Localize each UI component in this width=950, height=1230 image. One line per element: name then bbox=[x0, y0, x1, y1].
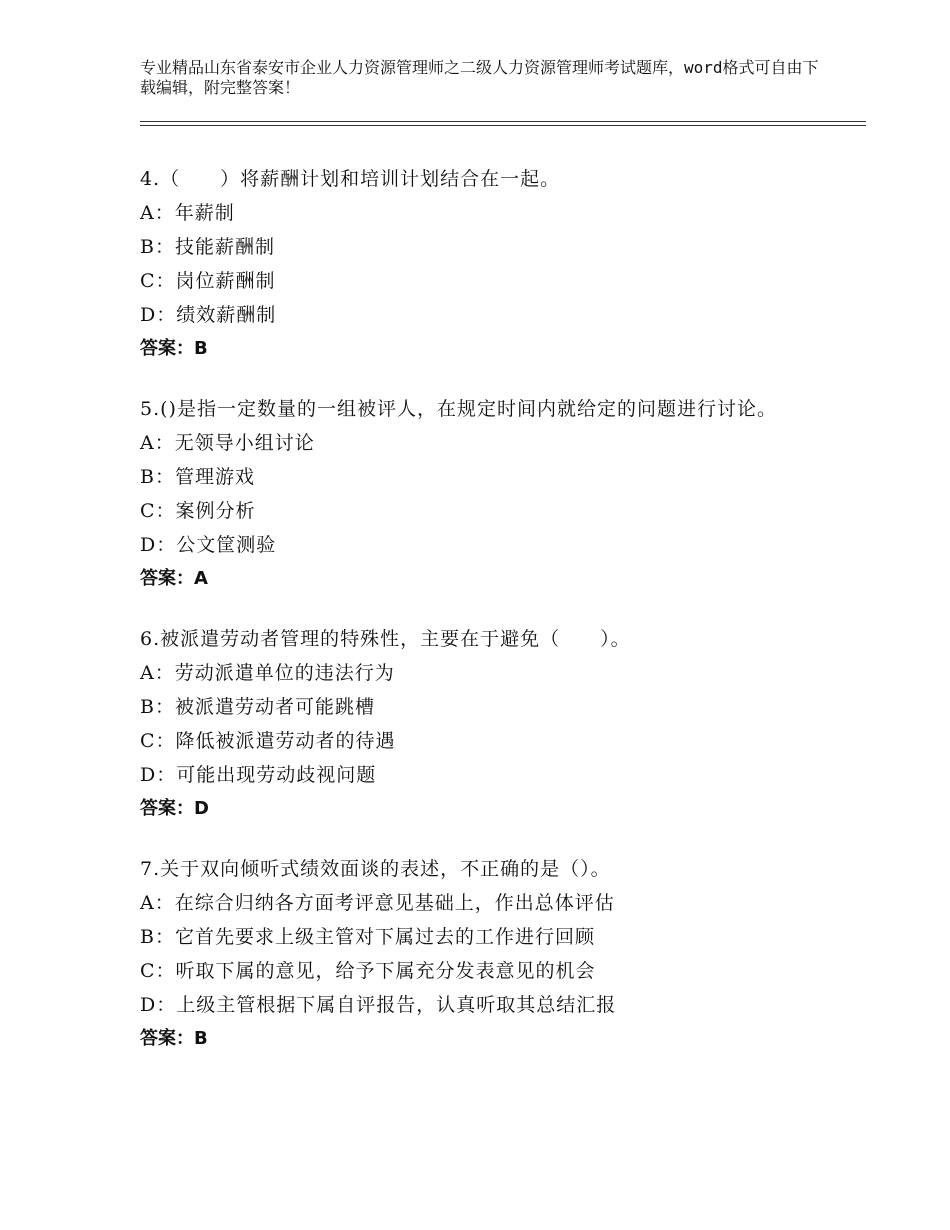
option-a: A：年薪制 bbox=[140, 202, 235, 224]
answer-label: 答案：B bbox=[140, 1028, 208, 1049]
question-6 bbox=[140, 622, 830, 826]
option-c: C：听取下属的意见，给予下属充分发表意见的机会 bbox=[140, 960, 596, 982]
header-rule-bottom bbox=[140, 125, 866, 126]
option-a: A：劳动派遣单位的违法行为 bbox=[140, 662, 395, 684]
option-c: C：案例分析 bbox=[140, 500, 256, 522]
question-text: 5.()是指一定数量的一组被评人，在规定时间内就给定的问题进行讨论。 bbox=[140, 398, 777, 420]
question-text: 6.被派遣劳动者管理的特殊性，主要在于避免（ ）。 bbox=[140, 628, 631, 650]
answer-label: 答案：B bbox=[140, 338, 208, 359]
question-text: 4.（ ）将薪酬计划和培训计划结合在一起。 bbox=[140, 168, 561, 190]
option-a: A：在综合归纳各方面考评意见基础上，作出总体评估 bbox=[140, 892, 615, 914]
option-d: D：绩效薪酬制 bbox=[140, 304, 277, 326]
answer-label: 答案：D bbox=[140, 798, 209, 819]
document-header: 专业精品山东省泰安市企业人力资源管理师之二级人力资源管理师考试题库，word格式可自由下载编辑，附完整答案！ bbox=[140, 58, 819, 97]
option-d: D：可能出现劳动歧视问题 bbox=[140, 764, 377, 786]
option-c: C：岗位薪酬制 bbox=[140, 270, 276, 292]
answer-label: 答案：A bbox=[140, 568, 208, 589]
option-d: D：公文筐测验 bbox=[140, 534, 277, 556]
option-a: A：无领导小组讨论 bbox=[140, 432, 315, 454]
question-list bbox=[140, 162, 830, 1082]
option-d: D：上级主管根据下属自评报告，认真听取其总结汇报 bbox=[140, 994, 617, 1016]
option-b: B：管理游戏 bbox=[140, 466, 255, 488]
question-text: 7.关于双向倾听式绩效面谈的表述，不正确的是（）。 bbox=[140, 858, 611, 880]
question-5 bbox=[140, 392, 830, 596]
header-rule-top bbox=[140, 121, 866, 122]
question-4 bbox=[140, 162, 830, 366]
option-b: B：被派遣劳动者可能跳槽 bbox=[140, 696, 375, 718]
option-c: C：降低被派遣劳动者的待遇 bbox=[140, 730, 396, 752]
option-b: B：技能薪酬制 bbox=[140, 236, 275, 258]
option-b: B：它首先要求上级主管对下属过去的工作进行回顾 bbox=[140, 926, 595, 948]
question-7 bbox=[140, 852, 830, 1056]
